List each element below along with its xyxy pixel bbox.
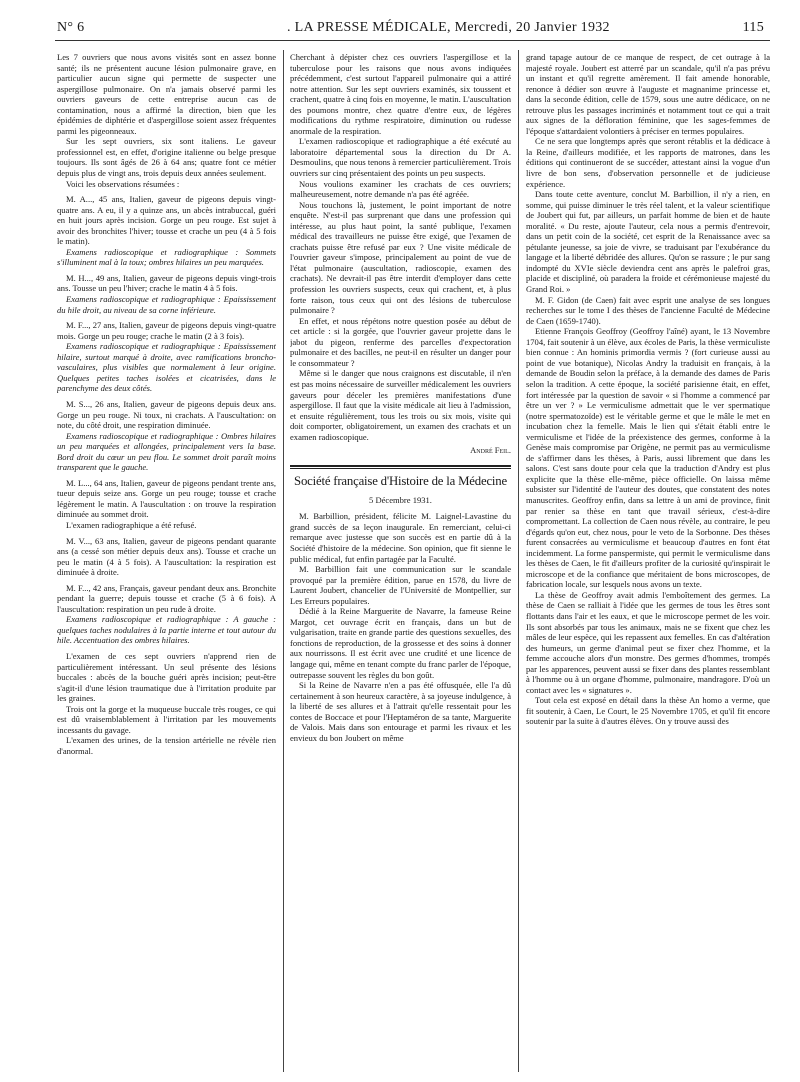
column-1 bbox=[57, 52, 276, 1074]
observation-exam: Examens radioscopique et radiographique : Epaississement hilaire, surtout marqué à droite, avec ramifications broncho-vasculaires, plus visibles que normalement à leur origine. Quelques petites taches isolées et cicatrisées, dans le parenchyme des deux côtés. bbox=[57, 341, 276, 394]
section-title: Société française d'Histoire de la Médecine bbox=[294, 473, 507, 488]
observation-exam: Examens radioscopique et radiographique : Ombres hilaires un peu marquées et allongées, principalement vers la base. Bord droit du cœur un peu flou. Le sommet droit paraît moins transparent que le gauche. bbox=[57, 430, 276, 473]
column-divider-1 bbox=[283, 50, 284, 1072]
observation: M. F..., 42 ans, Français, gaveur pendant deux ans. Bronchite pendant la guerre; depuis tousse et crache (5 à 6 fois). A l'auscultation: respiration un peu rude à droite. bbox=[57, 582, 276, 614]
paragraph: L'examen de ces sept ouvriers n'apprend rien de particulièrement intéressant. Un seul présente des lésions buccales : abcès de la bouche guéri après incision; peut-être s'agit-il d'une lésion traumatique due à l'irritation produite par les graines. bbox=[57, 650, 276, 704]
paragraph: Ce ne sera que longtemps après que seront rétablis et la dédicace à la Reine, d'ailleurs modifiée, et les rapports de matrones, dans les éditions qui continueront de se succéder, attestant ainsi la vogue d'un livre de bon sens, d'observation personnelle et de judicieuse expérience. bbox=[526, 136, 770, 189]
paragraph: Même si le danger que nous craignons est discutable, il n'en est pas moins nécessaire de surveiller médicalement les ouvriers gaveurs pour déceler les premières manifestations d'une aspergillose. Il faut que la visite médicale ait lieu à l'admission, et ensuite régulièrement, tous les trois ou six mois, visite qui doit comporter, obligatoirement, un examen des crachats et un examen radioscopique. bbox=[290, 368, 511, 442]
session-date: 5 Décembre 1931. bbox=[369, 494, 432, 505]
paragraph: M. F. Gidon (de Caen) fait avec esprit une analyse de ses longues recherches sur le tome I des thèses de l'ancienne Faculté de Médecine de Caen (1659-1740). bbox=[526, 294, 770, 326]
observation-exam: Examens radioscopique et radiographique : A gauche : quelques taches nodulaires à la partie interne et tout autour du hile. Accentuation des ombres hilaires. bbox=[57, 614, 276, 646]
paragraph: L'examen des urines, de la tension artérielle ne révèle rien d'anormal. bbox=[57, 735, 276, 756]
column-2 bbox=[290, 52, 511, 1074]
paragraph: La thèse de Geoffroy avait admis l'emboîtement des germes. La thèse de Caen se ralliait à l'idée que les germes de tous les êtres sont flottants dans l'air et les eaux, et que le microscope permet de les voir. Ils sont absorbés par tous les animaux, mais ne se fixent que chez les mâles de leur espèce, qui les repassent aux femelles. En cas d'altération des humeurs, un germe d'animal peut se fixer chez l'homme, et la femme accouche alors d'un monstre. Des germes d'hommes, trompés par les apparences, peuvent aussi se fixer dans des plantes ressemblant à l'homme ou à un organe d'homme, pulmonaire, mandragore. D'où un contact avec les « signatures ». bbox=[526, 589, 770, 695]
paragraph: Les 7 ouvriers que nous avons visités sont en assez bonne santé; ils ne présentent aucune lésion pulmonaire grave, en particulier aucun signe qui permette de suspecter une aspergillose pulmonaire. On n'a jamais observé parmi les ouvriers gaveurs de cette entreprise aucun cas de contamination, nous a affirmé la direction, bien que les épidémies de diphtérie et d'aspergillose soient assez fréquentes parmi les pigeonneaux. bbox=[57, 52, 276, 136]
page-number: 115 bbox=[742, 20, 764, 35]
paragraph: L'examen radioscopique et radiographique a été exécuté au laboratoire départemental sous la direction du Dr A. Desmoulins, que nous tenons à remercier particulièrement. Trois ouvriers sur cinq présentaient des points un peu suspects. bbox=[290, 136, 511, 179]
paragraph: grand tapage autour de ce manque de respect, de cet outrage à la majesté royale. Joubert est atterré par un scandale, qu'il n'a pas prévu un instant et qu'il regrette amèrement. Il fait amende honorable, renonce à dédier son œuvre à l'auguste et magnanime princesse et, dans la seconde édition, celle de 1579, sous une autre dédicace, on ne retrouve plus les passages incriminés et notamment tout ce qui a trait aux signes de la défloration féminine, que les sages-femmes de l'époque s'attardaient volontiers à préciser en termes populaires. bbox=[526, 52, 770, 136]
paragraph: Dédié à la Reine Marguerite de Navarre, la fameuse Reine Margot, cet ouvrage écrit en français, dans un but de vulgarisation, traite en grande partie des questions sexuelles, des fonctions de reproduction, de la grossesse et des soins à donner aux nourrissons. Il est écrit avec une crudité et une licence de langage qui, même en tenant compte du franc parler de l'époque, outrepasse souvent les règles du bon goût. bbox=[290, 606, 511, 680]
paragraph: Tout cela est exposé en détail dans la thèse An homo a verme, que fit soutenir, à Caen, Le Court, le 25 Novembre 1705, et qu'il fit encore soutenir par la suite à d'autres élèves. On y trouve aussi des bbox=[526, 695, 770, 727]
section-divider bbox=[290, 465, 511, 467]
paragraph: Sur les sept ouvriers, six sont italiens. Le gaveur professionnel est, en effet, d'origine italienne ou belge presque toujours. Ils sont âgés de 26 à 64 ans; quatre font ce métier depuis plus de vingt ans, trois depuis deux années seulement. bbox=[57, 136, 276, 179]
observation: M. V..., 63 ans, Italien, gaveur de pigeons pendant quarante ans (a cessé son métier depuis deux ans). Tousse et crache un peu le matin (4 à 5 fois). A l'auscultation: la respiration est diminuée à droite. bbox=[57, 535, 276, 578]
observation: M. F..., 27 ans, Italien, gaveur de pigeons depuis vingt-quatre mois. Gorge un peu rouge; crache le matin (2 à 3 fois). bbox=[57, 320, 276, 341]
observation: M. H..., 49 ans, Italien, gaveur de pigeons depuis vingt-trois ans. Tousse un peu l'hiver; crache le matin 4 à 5 fois. bbox=[57, 272, 276, 294]
issue-number: N° 6 bbox=[57, 20, 85, 35]
paragraph: Nous touchons là, justement, le point important de notre enquête. N'est-il pas surprenant que dans une profession qui intéresse, au plus haut point, la santé publique, l'examen médical des travailleurs ne puisse être exigé, que l'examen de crachats puisse être refusé par eux ? Une visite médicale de l'ouvrier gaveur s'impose, principalement au point de vue de l'état pulmonaire (auscultation, radioscopie, examen des crachats). Ne devrait-il pas être interdit d'employer dans cette profession les ouvriers suspects, ceux qui crachent, et, à plus forte raison, tous ceux qui ont des lésions de tuberculose pulmonaire ? bbox=[290, 199, 511, 316]
paragraph: Trois ont la gorge et la muqueuse buccale très rouges, ce qui est dû vraisemblablement à l'irritation par les mouvements incessants du gavage. bbox=[57, 703, 276, 735]
observation-exam: Examens radioscopique et radiographique : Epaississement du hile droit, au niveau de sa corne inférieure. bbox=[57, 294, 276, 315]
journal-title: . LA PRESSE MÉDICALE, Mercredi, 20 Janvier 1932 bbox=[287, 20, 610, 35]
paragraph: Dans toute cette aventure, conclut M. Barbillion, il n'y a rien, en somme, qui puisse diminuer le très réel talent, et la valeur scientifique de Joubert qui fut, par ailleurs, un parfait homme de bien et de haute moralité. « Du reste, ajoute l'auteur, cela nous a permis d'entrevoir, dans un petit coin de la société, cet esprit de la Renaissance avec sa pétulante jeunesse, sa joie de vivre, se traduisant par l'exubérance du langage et la liberté débridée des allures. Qu'on se rassure ; le pur sang indompté du XVIe siècle deviendra cent ans après le palefroi gras, placide et discipliné, où paradera la froide et cérémonieuse majesté du Grand Roi. » bbox=[526, 189, 770, 295]
paragraph: Cherchant à dépister chez ces ouvriers l'aspergillose et la tuberculose pour les raisons que nous avons indiquées précédemment, c'est surtout l'appareil pulmonaire qui a attiré notre attention. Sur les sept ouvriers examinés, six toussent et crachent, quatre à cinq fois en moyenne, le matin. L'auscultation des poumons montre, chez quatre d'entre eux, de légères modifications du rythme respiratoire, diminution ou rudesse anormale de la respiration. bbox=[290, 52, 511, 136]
column-divider-2 bbox=[518, 50, 519, 1072]
paragraph: M. Barbillion fait une communication sur le scandale provoqué par la première édition, parue en 1578, du livre de Laurent Joubert, chancelier de l'Université de Montpellier, sur Les Erreurs populaires. bbox=[290, 564, 511, 606]
observation-exam: Examens radioscopique et radiographique : Sommets s'illuminent mal à la toux; ombres hilaires un peu marquées. bbox=[57, 246, 276, 268]
paragraph: M. Barbillion, président, félicite M. Laignel-Lavastine du grand succès de sa leçon inaugurale. En remerciant, celui-ci remarque avec justesse que son succès est en partie dû à la Société d'histoire de la médecine. Son opinion, que fit sienne le public médical, fut enfin partagée par la Faculté. bbox=[290, 511, 511, 564]
paragraph: Etienne François Geoffroy (Geoffroy l'aîné) ayant, le 13 Novembre 1704, fait soutenir à un élève, aux écoles de Paris, la thèse vermiculiste bien connue : An hominis primordia vermis ? (fort curieuse aussi au point de vue botanique), Nicolas Andry la traduisit en français, à la demande de Boudin selon la préface, à la demande des dames de Paris selon la tradition. A cette époque, la société parisienne était, en effet, fort intéressée par la question de savoir « si l'homme a commencé par être un ver ? » Le vermiculisme admettait que le ver spermatique (notre spermatozoïde) est le véritable germe et que le mâle le met en incubation chez la femelle. Mais le lien qui s'était établi entre le vermiculisme et l'idée de la préexistence des germes, conforme à la Genèse mais compromise par Origène, ne permit pas au vermiculisme de s'affirmer dans les thèses, à Paris, aussi librement que dans les salons. C'est sans doute pour cela que la traduction d'Andry est plus explicite que la thèse elle-même, pièce officielle. On laissa même subsister sur l'identité de l'auteur des doutes, que constatent des notes manuscrites. Geoffroy enfin, dans sa lettre à un ami de province, finit par renier sa thèse en tant que travail sérieux, c'est-à-dire compromettant. La collection de Caen nous révèle, au contraire, le peu d'égards qu'on eut, chez nous, pour le veto de la Sorbonne. Des thèses furent consacrées au vermiculisme et beaucoup d'autres en font état incidemment. La forme panspermiste, qui permit le vermiculisme dans les thèses de Caen, le fit d'ailleurs profiter de la curiosité qu'inspirait le microscope et de la confiance que méritaient de bons microscopes, de fabrication locale, sur lesquels nous avons un texte. bbox=[526, 326, 770, 590]
observation-note: L'examen radiographique a été refusé. bbox=[66, 519, 197, 530]
observation: M. L..., 64 ans, Italien, gaveur de pigeons pendant trente ans, tueur depuis seize ans. Gorge un peu rouge; tousse et crache légèrement le matin. A l'auscultation : on trouve la respiration diminuée au sommet droit. bbox=[57, 477, 276, 520]
paragraph: Si la Reine de Navarre n'en a pas été offusquée, elle l'a dû certainement à son heureux caractère, à sa joyeuse indulgence, à la liberté de ses allures et à l'attrait qu'elle ressentait pour les contes de Boccace et pour l'Heptaméron de sa tante, Marguerite de Valois. Mais dans son entourage et parmi les rivaux et les envieux du bon Joubert on même bbox=[290, 680, 511, 743]
page-header bbox=[55, 18, 770, 41]
observation: M. A..., 45 ans, Italien, gaveur de pigeons depuis vingt-quatre ans. A eu, il y a quinze ans, un abcès intrabuccal, guéri en huit jours après incision. Gorge un peu rouge. Est sujet à avoir des bronchites l'hiver; tousse et crache un peu (4 à 5 fois le matin). bbox=[57, 194, 276, 247]
column-3 bbox=[526, 52, 770, 1074]
observation: M. S..., 26 ans, Italien, gaveur de pigeons depuis deux ans. Gorge un peu rouge. Ni toux, ni crachats. A l'auscultation: on note, du côté droit, une respiration diminuée. bbox=[57, 398, 276, 431]
section-divider bbox=[290, 468, 511, 469]
paragraph: En effet, et nous répétons notre question posée au début de cet article : si la gorgée, que l'ouvrier gaveur projette dans le jabot du pigeon, renferme des parcelles d'expectoration pulmonaire et des bacilles, ne peut-il en résulter un danger pour le consommateur ? bbox=[290, 315, 511, 368]
paragraph: Nous voulions examiner les crachats de ces ouvriers; malheureusement, notre demande n'a pas été agréée. bbox=[290, 178, 511, 200]
author-signature: André Feil. bbox=[470, 445, 511, 456]
paragraph: Voici les observations résumées : bbox=[66, 178, 180, 189]
